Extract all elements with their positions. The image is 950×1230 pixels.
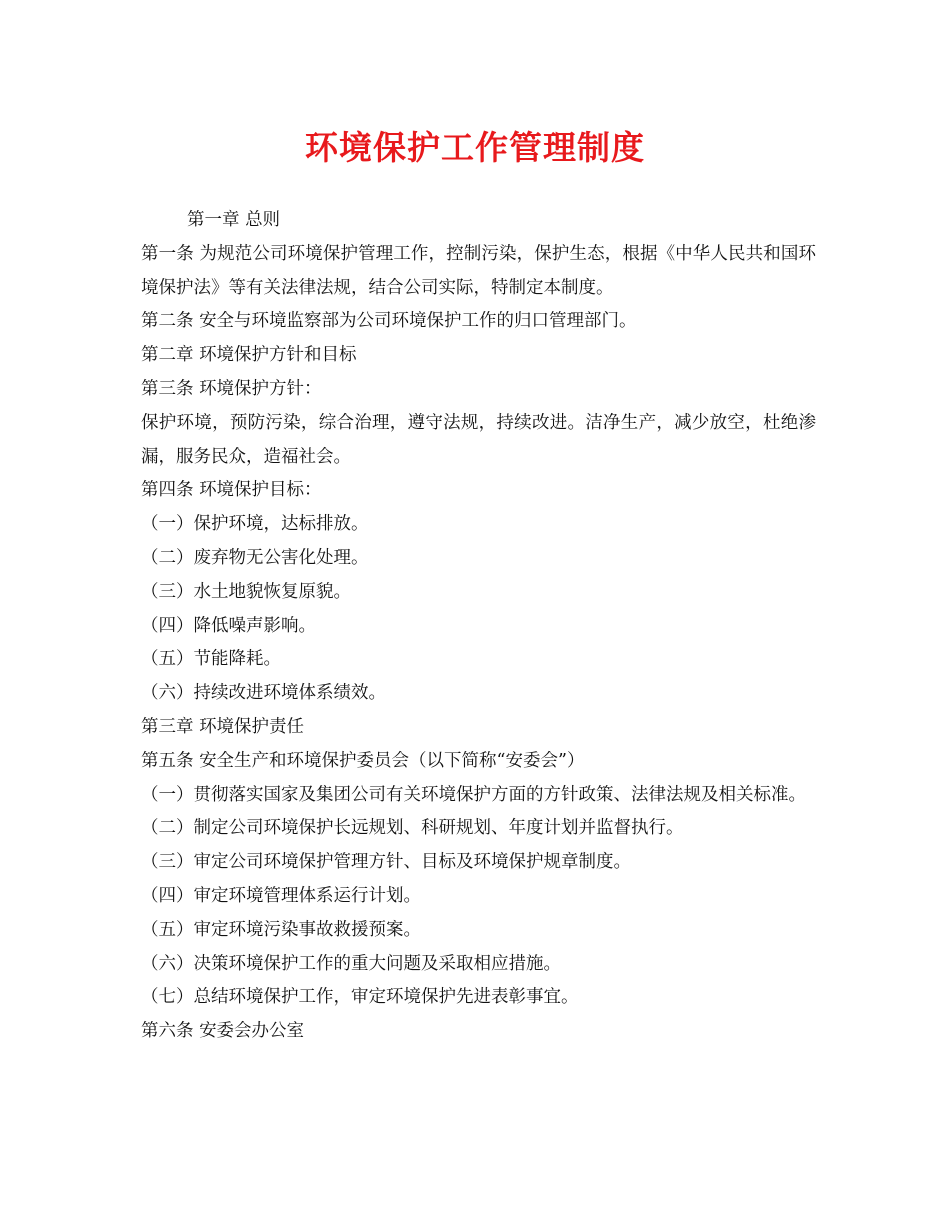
paragraph-line: （三）水土地貌恢复原貌。	[141, 581, 351, 602]
paragraph-line: 第三章 环境保护责任	[141, 716, 305, 737]
paragraph-line: 第二条 安全与环境监察部为公司环境保护工作的归口管理部门。	[141, 311, 637, 332]
paragraph-line: 保护环境，预防污染，综合治理，遵守法规，持续改进。洁净生产，减少放空，杜绝渗漏，服务民众，造福社会。	[141, 412, 816, 467]
paragraph-line: 第一章 总则	[187, 210, 281, 230]
paragraph-line: （二）废弃物无公害化处理。	[141, 547, 369, 568]
paragraph-line: （五）审定环境污染事故救援预案。	[141, 919, 421, 940]
paragraph-line: 第六条 安委会办公室	[141, 1021, 305, 1042]
paragraph-line: （一）贯彻落实国家及集团公司有关环境保护方面的方针政策、法律法规及相关标准。	[141, 784, 806, 805]
paragraph-line: 第三条 环境保护方针：	[141, 378, 322, 399]
paragraph-line: （二）制定公司环境保护长远规划、科研规划、年度计划并监督执行。	[141, 818, 684, 839]
paragraph-line: （七）总结环境保护工作，审定环境保护先进表彰事宜。	[141, 987, 579, 1008]
paragraph-line: （五）节能降耗。	[141, 649, 281, 670]
paragraph-line: （六）持续改进环境体系绩效。	[141, 683, 386, 704]
paragraph-line: 第四条 环境保护目标：	[141, 480, 322, 501]
paragraph-line: 第五条 安全生产和环境保护委员会（以下简称“安委会”）	[141, 750, 585, 771]
document-title: 环境保护工作管理制度	[305, 128, 645, 167]
paragraph-line: （三）审定公司环境保护管理方针、目标及环境保护规章制度。	[141, 852, 631, 873]
paragraph-line: （六）决策环境保护工作的重大问题及采取相应措施。	[141, 953, 561, 974]
paragraph-line: （一）保护环境，达标排放。	[141, 514, 369, 535]
paragraph-line: 第二章 环境保护方针和目标	[141, 345, 357, 366]
paragraph-line: 第一条 为规范公司环境保护管理工作，控制污染，保护生态，根据《中华人民共和国环境保护法》等有关法律法规，结合公司实际，特制定本制度。	[141, 243, 816, 298]
paragraph-line: （四）审定环境管理体系运行计划。	[141, 885, 421, 906]
document-body	[141, 204, 816, 1049]
paragraph-line: （四）降低噪声影响。	[141, 615, 316, 636]
